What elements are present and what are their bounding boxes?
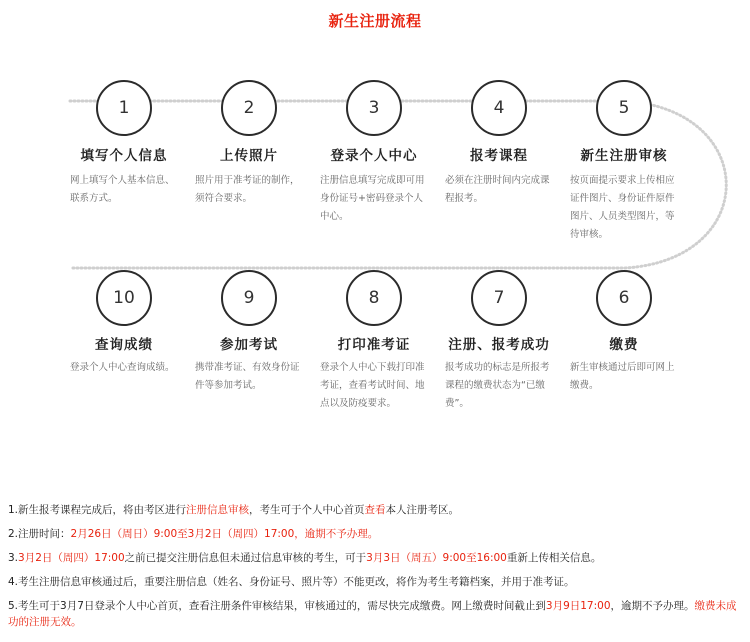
step-circle-5: 5 [596,80,652,136]
note-5-segment: 5.考生可于3月7日登录个人中心首页，查看注册条件审核结果，审核通过的，需尽快完成缴费。网上缴费时间截止到 [8,600,546,612]
step-title-9: 参加考试 [220,337,278,353]
step-desc-9: 携带准考证、有效身份证件等参加考试。 [195,362,300,391]
note-5-segment: 3月9日17:00 [545,600,611,612]
note-5 [8,598,744,630]
note-3-segment: 3月3日（周五）9:00至16:00 [366,552,507,564]
note-2-segment: 2月26日（周日）9:00至3月2日（周四）17:00，逾期不予办理。 [70,528,379,540]
step-title-7: 注册、报考成功 [448,337,550,353]
step-title-8: 打印准考证 [337,337,411,353]
note-1 [8,502,744,518]
page-title: 新生注册流程 [328,12,422,30]
note-1-segment: 1.新生报考课程完成后，将由考区进行 [8,504,187,516]
step-circle-3: 3 [346,80,402,136]
note-4 [8,574,744,590]
step-desc-6: 新生审核通过后即可网上缴费。 [570,362,675,391]
step-title-6: 缴费 [609,337,639,353]
note-2-segment: 2.注册时间： [8,528,71,540]
step-circle-4: 4 [471,80,527,136]
note-3-segment: 之前已提交注册信息但未通过信息审核的考生，可于 [124,552,367,564]
note-1-segment: ，考生可于个人中心首页 [249,504,365,516]
note-5-segment: ，逾期不予办理。 [610,600,695,612]
step-desc-4: 必须在注册时间内完成课程报考。 [445,175,550,204]
step-circle-9: 9 [221,270,277,326]
step-title-10: 查询成绩 [95,337,153,353]
note-3-segment: 3月2日（周四）17:00 [18,552,125,564]
step-desc-1: 网上填写个人基本信息、联系方式。 [70,175,175,204]
note-3 [8,550,744,566]
step-circle-10: 10 [96,270,152,326]
step-circle-2: 2 [221,80,277,136]
step-title-1: 填写个人信息 [80,148,168,164]
step-desc-2: 照片用于准考证的制作，须符合要求。 [195,175,300,204]
note-5-segment: 缴费未成功的注册无效。 [8,600,737,628]
step-circle-6: 6 [596,270,652,326]
note-3-segment: 重新上传相关信息。 [506,552,602,564]
note-1-segment: 查看 [364,504,386,516]
step-desc-10: 登录个人中心查询成绩。 [70,362,175,373]
note-1-segment: 本人注册考区。 [385,504,460,516]
step-desc-3: 注册信息填写完成即可用身份证号+密码登录个人中心。 [320,175,425,222]
note-1-segment: 注册信息审核 [186,504,250,516]
note-4-segment: 4.考生注册信息审核通过后，重要注册信息（姓名、身份证号、照片等）不能更改，将作为考生考籍档案，并用于准考证。 [8,576,575,588]
step-circle-7: 7 [471,270,527,326]
step-title-2: 上传照片 [220,148,278,164]
step-circle-1: 1 [96,80,152,136]
notes-section [8,502,744,638]
step-title-4: 报考课程 [470,148,528,164]
step-desc-5: 按页面提示要求上传相应证件图片、身份证件原件图片、人员类型图片，等待审核。 [570,175,675,240]
note-2 [8,526,744,542]
step-title-5: 新生注册审核 [580,148,668,164]
step-desc-7: 报考成功的标志是所报考课程的缴费状态为“已缴费”。 [445,362,550,409]
step-circle-8: 8 [346,270,402,326]
step-desc-8: 登录个人中心下载打印准考证，查看考试时间、地点以及防疫要求。 [320,362,425,409]
note-3-segment: 3. [8,552,19,564]
step-title-3: 登录个人中心 [330,148,418,164]
